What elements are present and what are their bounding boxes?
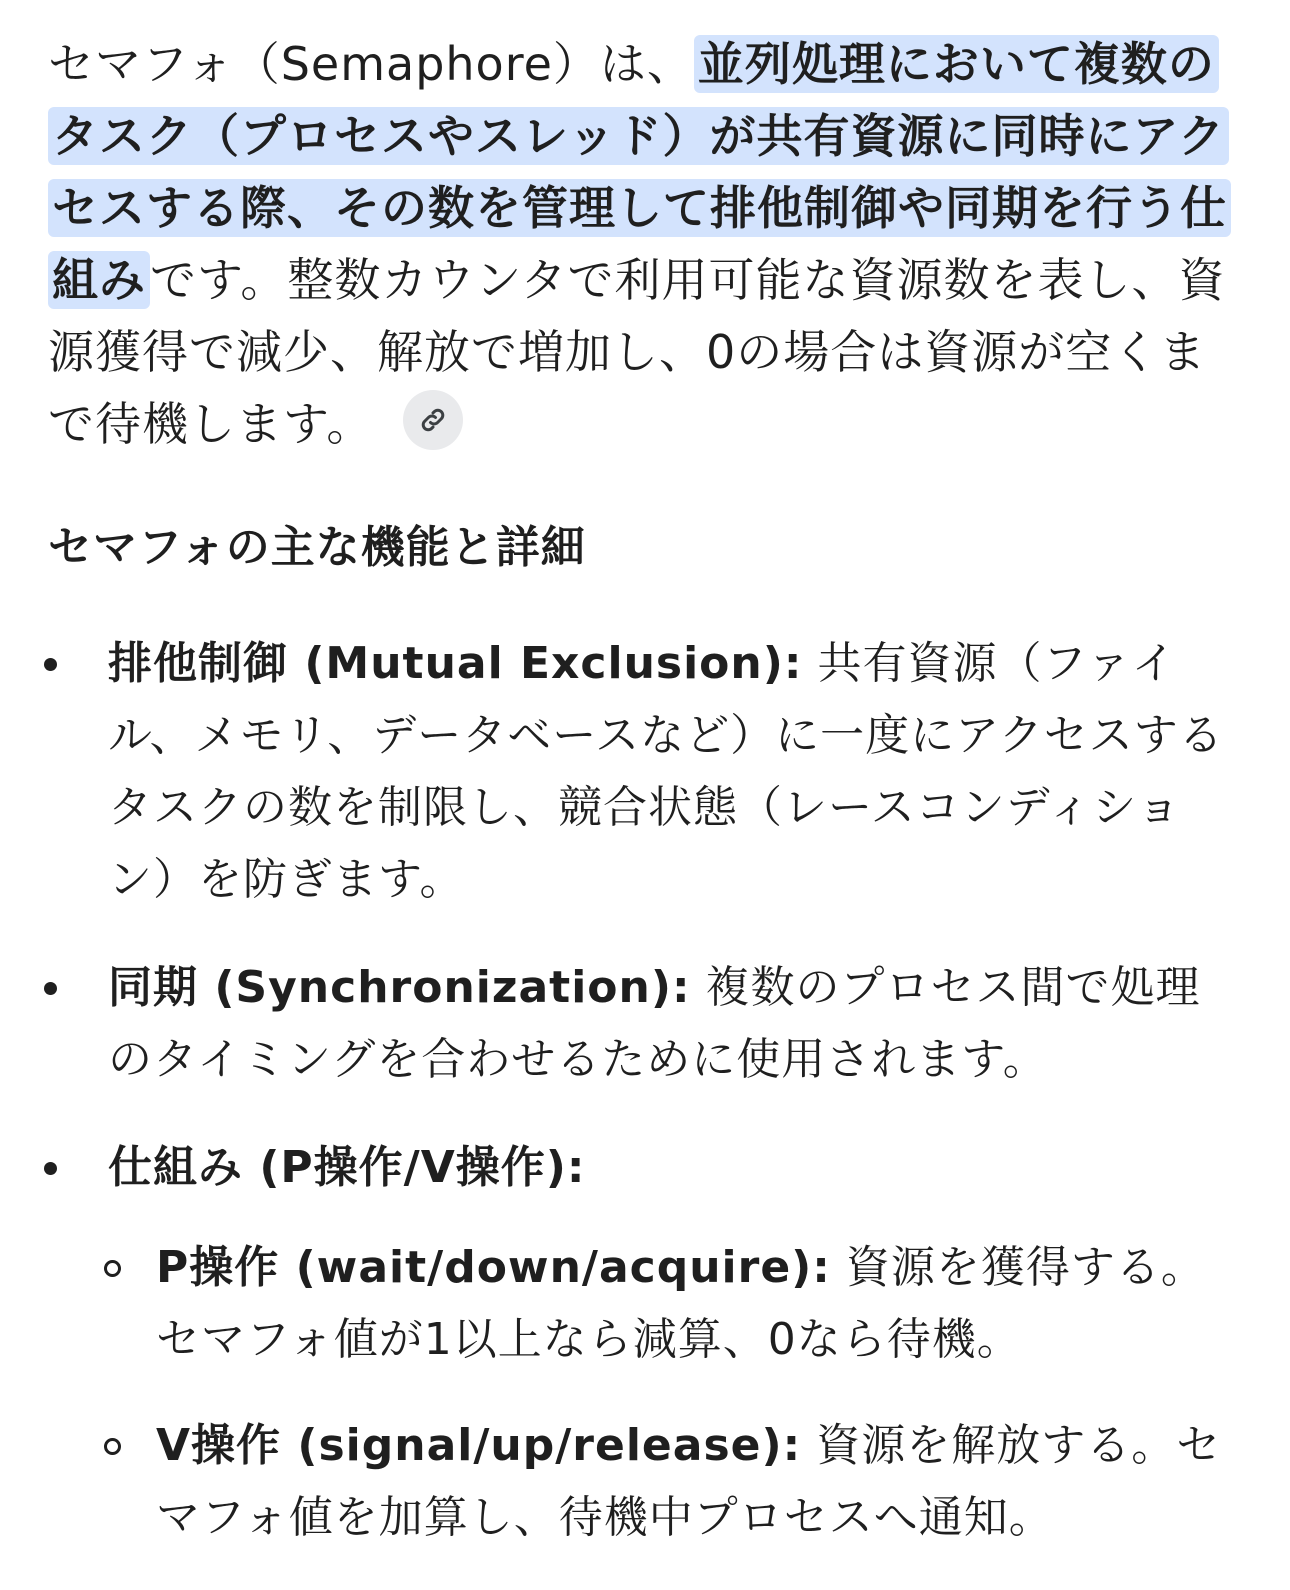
source-link-button[interactable]	[403, 390, 463, 450]
bullet-circle	[104, 1260, 121, 1277]
operation-desc: 資源を解放する。セマフォ値を加算し、待機中プロセスへ通知。	[156, 1420, 1222, 1543]
feature-desc: 複数のプロセス間で処理のタイミングを合わせるために使用されます。	[108, 962, 1201, 1085]
intro-paragraph	[48, 28, 1238, 460]
bullet-dot	[44, 658, 57, 671]
list-item-synchronization	[48, 952, 1238, 1096]
operation-list	[108, 1232, 1238, 1554]
feature-list	[48, 628, 1238, 1554]
operation-term: V操作 (signal/up/release):	[156, 1420, 802, 1471]
bullet-dot	[44, 1162, 57, 1175]
link-icon	[418, 405, 448, 435]
bullet-dot	[44, 982, 57, 995]
operation-desc: 資源を獲得する。セマフォ値が1以上なら減算、0なら待機。	[156, 1242, 1206, 1365]
feature-desc: 共有資源（ファイル、メモリ、データベースなど）に一度にアクセスするタスクの数を制限し、競合状態（レースコンディション）を防ぎます。	[108, 638, 1224, 905]
operation-term: P操作 (wait/down/acquire):	[156, 1242, 831, 1293]
feature-term: 排他制御 (Mutual Exclusion):	[108, 638, 803, 689]
list-item-v-operation	[108, 1410, 1238, 1554]
list-item-mutual-exclusion	[48, 628, 1238, 916]
intro-lead: セマフォ（Semaphore）は、	[48, 37, 694, 91]
feature-term: 仕組み (P操作/V操作):	[108, 1142, 586, 1193]
section-heading: セマフォの主な機能と詳細	[48, 522, 586, 573]
intro-tail: です。整数カウンタで利用可能な資源数を表し、資源獲得で減少、解放で増加し、0の場合は資源が空くまで待機します。	[48, 253, 1226, 451]
intro-highlight: 並列処理において複数のタスク（プロセスやスレッド）が共有資源に同時にアクセスする際、その数を管理して排他制御や同期を行う仕組み	[48, 35, 1231, 309]
feature-term: 同期 (Synchronization):	[108, 962, 691, 1013]
list-item-p-operation	[108, 1232, 1238, 1376]
response-content	[48, 28, 1238, 1590]
bullet-circle	[104, 1438, 121, 1455]
list-item-mechanism	[48, 1132, 1238, 1554]
